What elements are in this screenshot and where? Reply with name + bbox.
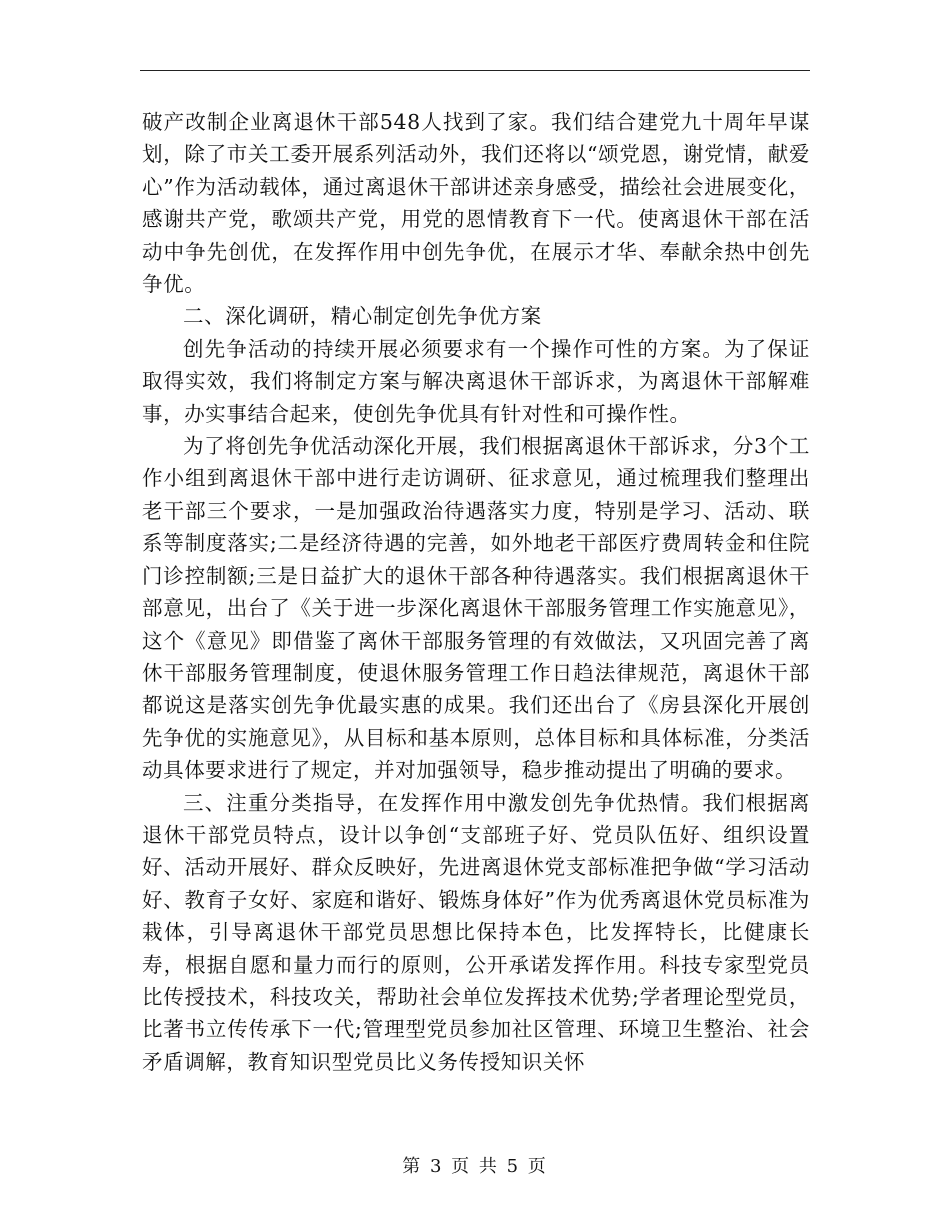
- section-heading-paragraph-5: 三、注重分类指导，在发挥作用中激发创先争优热情。我们根据离退休干部党员特点，设计以争创“支部班子好、党员队伍好、组织设置好、活动开展好、群众反映好，先进离退休党支部标准把争做“学习活动好、教育子女好、家庭和谐好、锻炼身体好”作为优秀离退休党员标准为栽体，引导离退休干部党员思想比保持本色，比发挥特长，比健康长寿，根据自愿和量力而行的原则，公开承诺发挥作用。科技专家型党员比传授技术，科技攻关，帮助社会单位发挥技术优势;学者理论型党员，比著书立传传承下一代;管理型党员参加社区管理、环境卫生整治、社会矛盾调解，教育知识型党员比义务传授知识关怀: [142, 790, 810, 1074]
- header-rule: [140, 70, 810, 71]
- paragraph-1: 破产改制企业离退休干部548人找到了家。我们结合建党九十周年早谋划，除了市关工委开展系列活动外，我们还将以“颂党恩，谢党情，献爱心”作为活动载体，通过离退休干部讲述亲身感受，描绘社会进展变化，感谢共产党，歌颂共产党，用党的恩情教育下一代。使离退休干部在活动中争先创优，在发挥作用中创先争优，在展示才华、奉献余热中创先争优。: [142, 110, 810, 297]
- document-body: [142, 106, 810, 1078]
- paragraph-4: 为了将创先争优活动深化开展，我们根据离退休干部诉求，分3个工作小组到离退休干部中进行走访调研、征求意见，通过梳理我们整理出老干部三个要求，一是加强政治待遇落实力度，特别是学习、活动、联系等制度落实;二是经济待遇的完善，如外地老干部医疗费周转金和住院门诊控制额;三是日益扩大的退休干部各种待遇落实。我们根据离退休干部意见，出台了《关于进一步深化离退休干部服务管理工作实施意见》，这个《意见》即借鉴了离休干部服务管理的有效做法，又巩固完善了离休干部服务管理制度，使退休服务管理工作日趋法律规范，离退休干部都说这是落实创先争优最实惠的成果。我们还出台了《房县深化开展创先争优的实施意见》，从目标和基本原则，总体目标和具体标准，分类活动具体要求进行了规定，并对加强领导，稳步推动提出了明确的要求。: [142, 434, 810, 783]
- page-number-footer: 第 3 页 共 5 页: [402, 1156, 548, 1177]
- section-heading-2: 二、深化调研，精心制定创先争优方案: [183, 304, 542, 329]
- paragraph-3: 创先争活动的持续开展必须要求有一个操作可性的方案。为了保证取得实效，我们将制定方案与解决离退休干部诉求，为离退休干部解难事，办实事结合起来，使创先争优具有针对性和可操作性。: [142, 336, 810, 426]
